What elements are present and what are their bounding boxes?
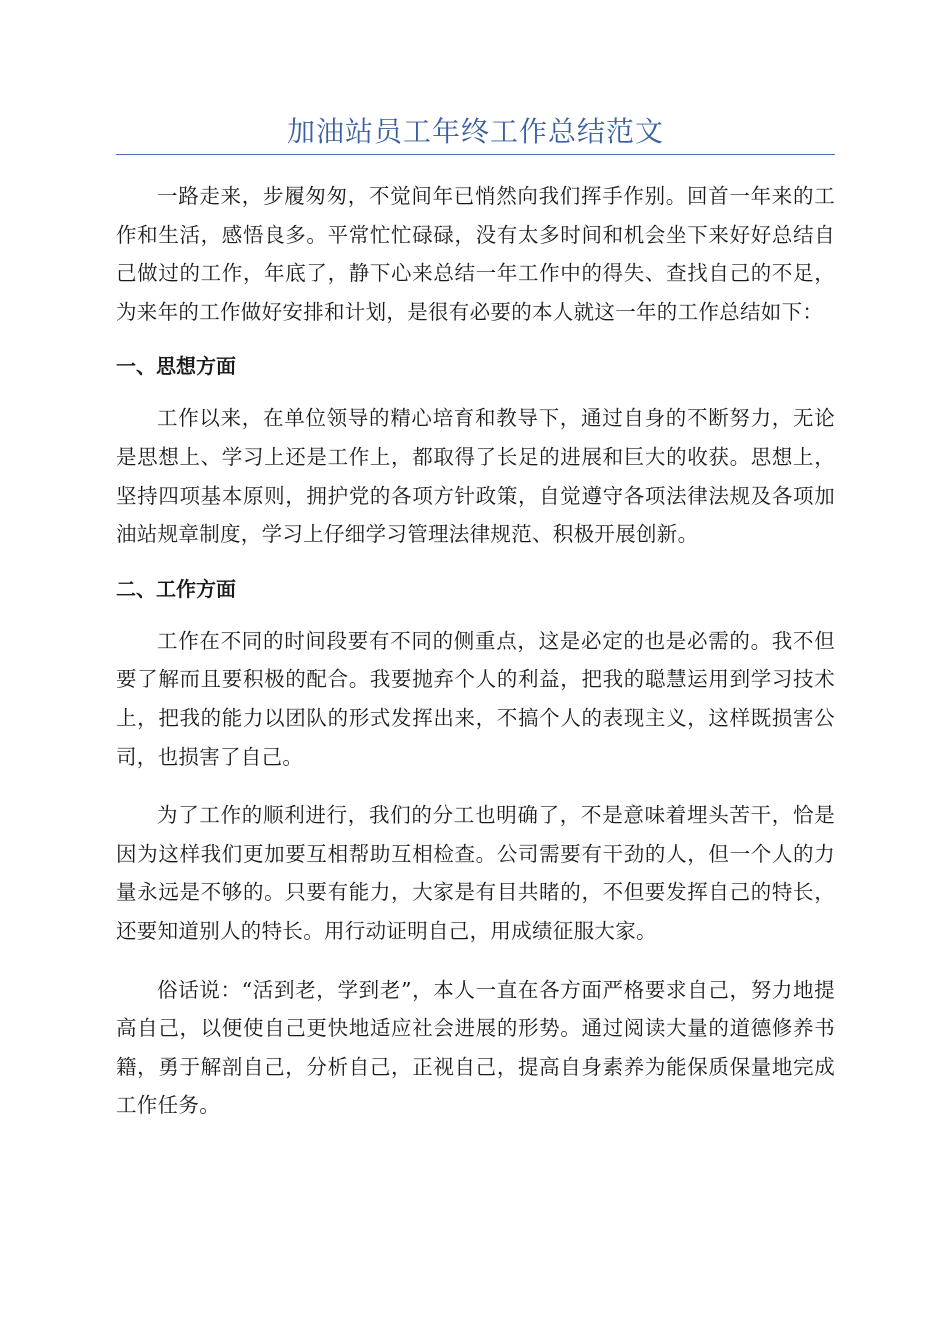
document-page [116, 112, 835, 1125]
document-title: 加油站员工年终工作总结范文 [286, 115, 664, 148]
section-work-paragraph-2: 为了工作的顺利进行，我们的分工也明确了，不是意味着埋头苦干，恰是因为这样我们更加要互相帮助互相检查。公司需要有干劲的人，但一个人的力量永远是不够的。只要有能力，大家是有目共睹的，不但要发挥自己的特长，还要知道别人的特长。用行动证明自己，用成绩征服大家。 [116, 803, 835, 943]
section-heading-thought: 一、思想方面 [116, 354, 236, 379]
section-work-paragraph-3: 俗话说：“活到老，学到老”，本人一直在各方面严格要求自己，努力地提高自己，以便使自己更快地适应社会进展的形势。通过阅读大量的道德修养书籍，勇于解剖自己，分析自己，正视自己，提高自身素养为能保质保量地完成工作任务。 [116, 977, 835, 1118]
section-heading-work: 二、工作方面 [116, 576, 236, 601]
intro-paragraph: 一路走来，步履匆匆，不觉间年已悄然向我们挥手作别。回首一年来的工作和生活，感悟良多。平常忙忙碌碌，没有太多时间和机会坐下来好好总结自己做过的工作，年底了，静下心来总结一年工作中的得失、查找自己的不足，为来年的工作做好安排和计划，是很有必要的本人就这一年的工作总结如下： [116, 184, 835, 324]
section-work-paragraph-1: 工作在不同的时间段要有不同的侧重点，这是必定的也是必需的。我不但要了解而且要积极的配合。我要抛弃个人的利益，把我的聪慧运用到学习技术上，把我的能力以团队的形式发挥出来，不搞个人的表现主义，这样既损害公司，也损害了自己。 [116, 628, 835, 769]
section-thought-paragraph: 工作以来，在单位领导的精心培育和教导下，通过自身的不断努力，无论是思想上、学习上还是工作上，都取得了长足的进展和巨大的收获。思想上，坚持四项基本原则，拥护党的各项方针政策，自觉遵守各项法律法规及各项加油站规章制度，学习上仔细学习管理法律规范、积极开展创新。 [116, 406, 835, 547]
